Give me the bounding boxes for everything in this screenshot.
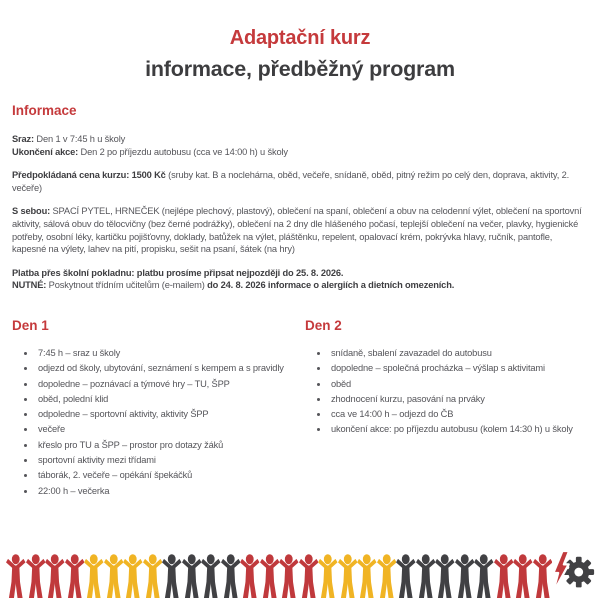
person-figure — [45, 554, 65, 598]
person-figure — [65, 554, 85, 598]
person-figure — [182, 554, 202, 598]
person-figure — [26, 554, 46, 598]
person-figure — [221, 554, 241, 598]
person-figure — [240, 554, 260, 598]
required-line — [12, 279, 588, 292]
person-figure — [416, 554, 436, 598]
sraz-text: Den 1 v 7:45 h u školy — [36, 134, 126, 144]
person-figure — [396, 554, 416, 598]
price-label: Předpokládaná cena kurzu: 1500 Kč — [12, 170, 166, 181]
ukonceni-label: Ukončení akce: — [12, 146, 79, 157]
info-section — [0, 103, 600, 499]
list-item: • dopoledne – společná procházka – výšlap s aktivitami — [329, 361, 588, 376]
page-subtitle: informace, předběžný program — [145, 57, 455, 81]
person-figure — [338, 554, 358, 598]
day2-column — [305, 318, 588, 499]
person-figure — [377, 554, 397, 598]
person-figure — [162, 554, 182, 598]
day1-column — [12, 318, 305, 499]
program-columns — [12, 318, 588, 499]
person-figure — [279, 554, 299, 598]
required-bold-text: do 24. 8. 2026 informace o alergiích a dietních omezeních. — [207, 280, 455, 291]
list-item: • cca ve 14:00 h – odjezd do ČB — [329, 407, 588, 422]
required-label: NUTNÉ: — [12, 280, 47, 291]
person-figure — [6, 554, 26, 598]
price-paragraph — [12, 169, 588, 194]
person-figure — [84, 554, 104, 598]
day2-list — [305, 346, 588, 438]
person-figure — [318, 554, 338, 598]
ukonceni-line — [12, 146, 588, 159]
person-figure — [201, 554, 221, 598]
person-figure — [474, 554, 494, 598]
gear-icon — [563, 557, 594, 588]
meeting-paragraph — [12, 133, 588, 158]
bring-label: S sebou: — [12, 206, 51, 217]
sraz-line — [12, 133, 588, 146]
person-figure — [104, 554, 124, 598]
list-item: • křeslo pro TU a ŠPP – prostor pro dotazy žáků — [36, 438, 305, 453]
person-figure — [357, 554, 377, 598]
person-figure — [435, 554, 455, 598]
informace-heading: Informace — [12, 103, 77, 118]
day1-list — [12, 346, 305, 499]
list-item: • 7:45 h – sraz u školy — [36, 346, 305, 361]
bring-text: SPACÍ PYTEL, HRNEČEK (nejlépe plechový, plastový), oblečení na spaní, oblečení a obuv na celodenní výlet, oblečení na sportovní aktivity, sálová obuv do tělocvičny (bez černé podrážky), oblečení na 2 dny dle hlášeného počasí, teplejší oblečení na večer, plavky, hygienické potřeby, osobní léky, kartičku pojišťovny, doklady, batůžek na výlet, pláštěnku, repelent, opalovací krém, pokrývka hlavy, ručník, pantofle, kapesné na výlety, lahev na pití, propisku, sešit na psaní, šátek (na hry) — [12, 206, 582, 255]
people-chain — [6, 554, 552, 598]
person-figure — [455, 554, 475, 598]
list-item: • snídaně, sbalení zavazadel do autobusu — [329, 346, 588, 361]
day2-heading: Den 2 — [305, 317, 342, 333]
bring-paragraph — [12, 205, 588, 255]
day1-heading: Den 1 — [12, 317, 49, 333]
list-item: • oběd, polední klid — [36, 392, 305, 407]
price-text: (sruby kat. B a noclehárna, oběd, večeře, snídaně, oběd, pitný režim po celý den, doprava, aktivity, 2. večeře) — [12, 170, 570, 193]
footer-decoration — [6, 553, 552, 598]
sraz-label: Sraz: — [12, 134, 34, 144]
list-item: • oběd — [329, 377, 588, 392]
person-figure — [260, 554, 280, 598]
person-figure — [494, 554, 514, 598]
person-figure — [143, 554, 163, 598]
payment-paragraph — [12, 267, 588, 292]
list-item: • táborák, 2. večeře – opékání špekáčků — [36, 468, 305, 483]
school-logo — [549, 550, 597, 597]
list-item: • ukončení akce: po příjezdu autobusu (kolem 14:30 h) u školy — [329, 422, 588, 437]
list-item: • zhodnocení kurzu, pasování na prváky — [329, 392, 588, 407]
payment-text: Platba přes školní pokladnu: platbu prosíme připsat nejpozději do 25. 8. 2026. — [12, 267, 344, 278]
list-item: • odjezd od školy, ubytování, seznámení s kempem a s pravidly — [36, 361, 305, 376]
person-figure — [299, 554, 319, 598]
list-item: • 22:00 h – večerka — [36, 484, 305, 499]
required-text: Poskytnout třídním učitelům (e-mailem) — [48, 280, 205, 291]
ukonceni-text: Den 2 po příjezdu autobusu (cca ve 14:00 h) u školy — [80, 146, 288, 157]
list-item: • dopoledne – poznávací a týmové hry – TU, ŠPP — [36, 377, 305, 392]
list-item: • sportovní aktivity mezi třídami — [36, 453, 305, 468]
person-figure — [513, 554, 533, 598]
person-figure — [123, 554, 143, 598]
page-title: Adaptační kurz — [229, 27, 371, 49]
payment-line — [12, 267, 588, 280]
list-item: • odpoledne – sportovní aktivity, aktivity ŠPP — [36, 407, 305, 422]
list-item: • večeře — [36, 422, 305, 437]
